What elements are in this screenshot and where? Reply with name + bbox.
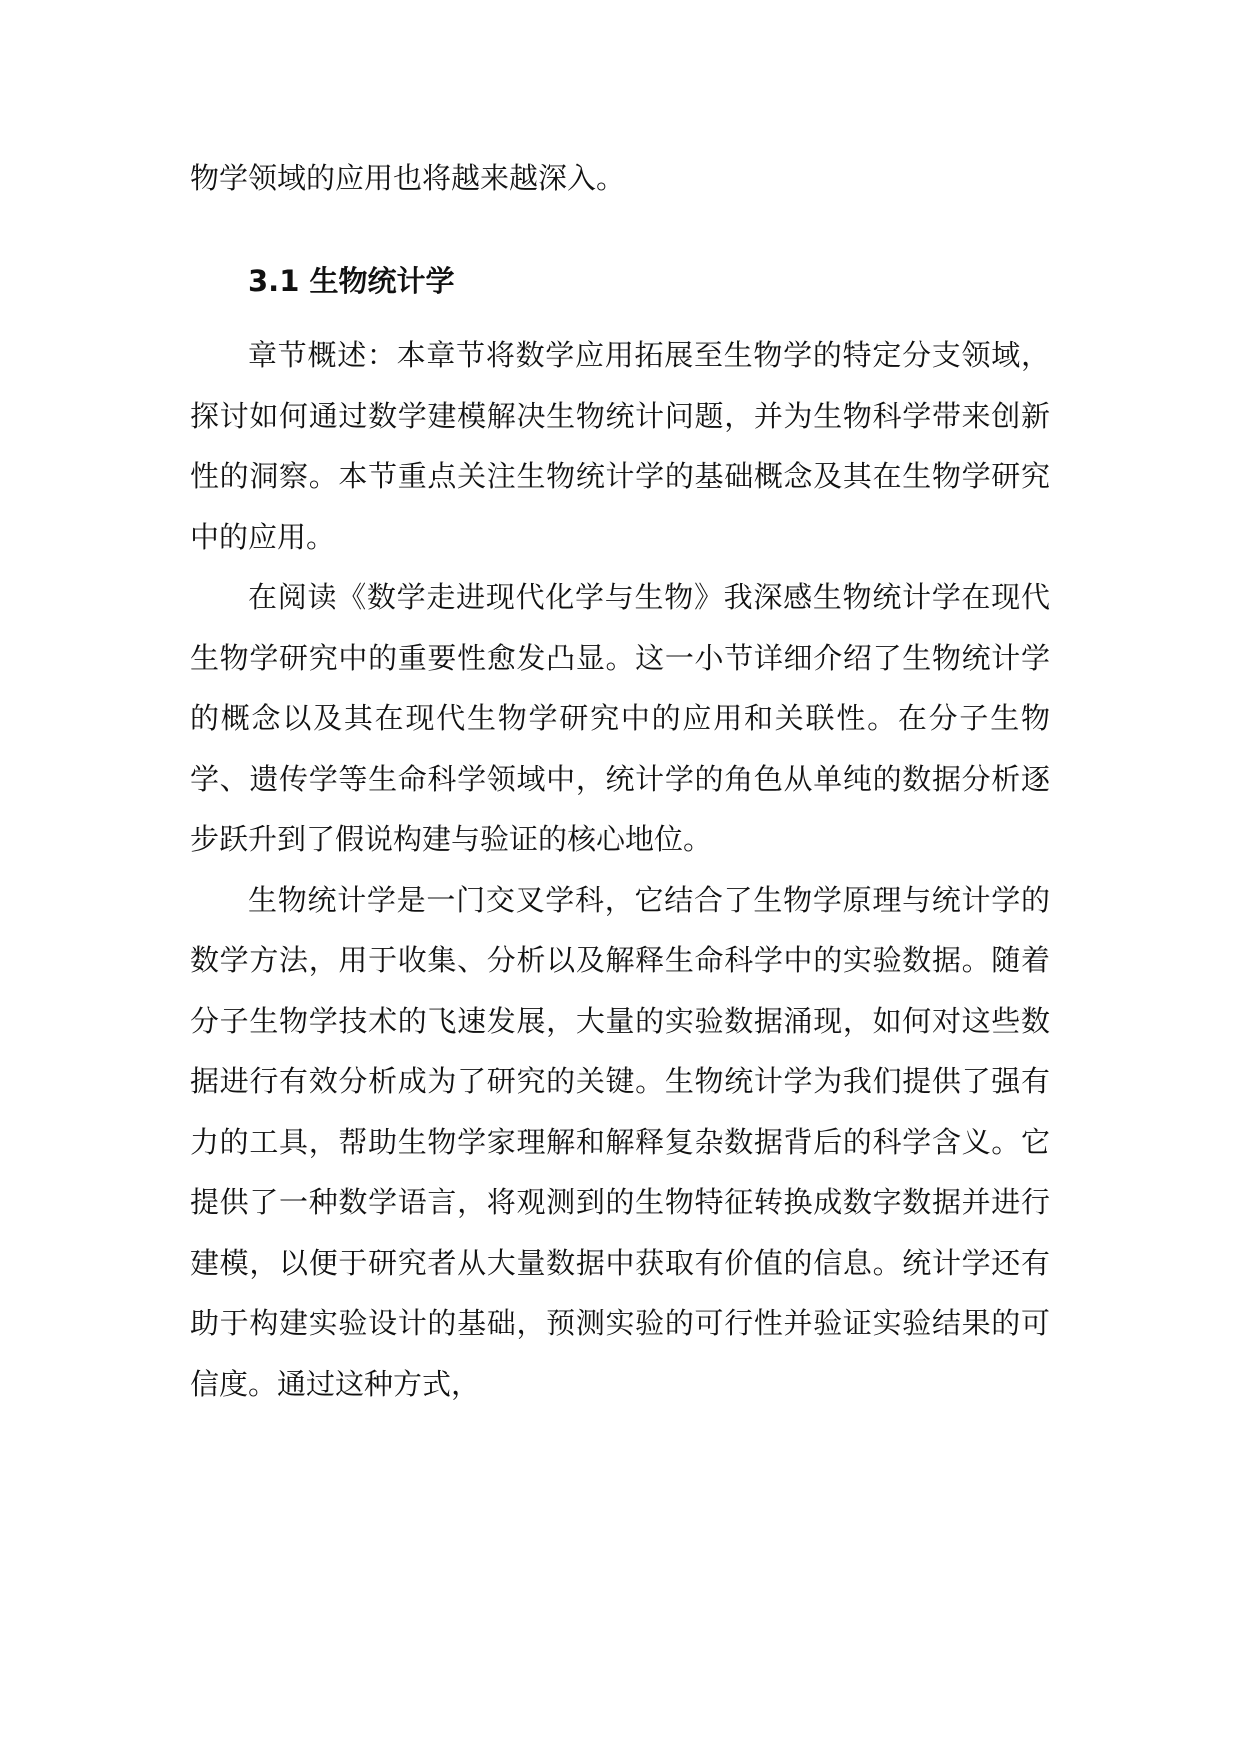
paragraph-reading: 在阅读《数学走进现代化学与生物》我深感生物统计学在现代生物学研究中的重要性愈发凸显。这一小节详细介绍了生物统计学的概念以及其在现代生物学研究中的应用和关联性。在分子生物学、遗传学等生命科学领域中，统计学的角色从单纯的数据分析逐步跃升到了假说构建与验证的核心地位。 (190, 580, 1050, 856)
paragraph-definition: 生物统计学是一门交叉学科，它结合了生物学原理与统计学的数学方法，用于收集、分析以及解释生命科学中的实验数据。随着分子生物学技术的飞速发展，大量的实验数据涌现，如何对这些数据进行有效分析成为了研究的关键。生物统计学为我们提供了强有力的工具，帮助生物学家理解和解释复杂数据背后的科学含义。它提供了一种数学语言，将观测到的生物特征转换成数字数据并进行建模，以便于研究者从大量数据中获取有价值的信息。统计学还有助于构建实验设计的基础，预测实验的可行性并验证实验结果的可信度。通过这种方式， (190, 882, 1050, 1401)
document-body (190, 148, 1050, 1414)
paragraph-overview: 章节概述：本章节将数学应用拓展至生物学的特定分支领域，探讨如何通过数学建模解决生物统计问题，并为生物科学带来创新性的洞察。本节重点关注生物统计学的基础概念及其在生物学研究中的应用。 (190, 338, 1050, 554)
paragraph-continuation: 物学领域的应用也将越来越深入。 (190, 161, 626, 195)
section-heading: 3.1 生物统计学 (248, 263, 455, 298)
